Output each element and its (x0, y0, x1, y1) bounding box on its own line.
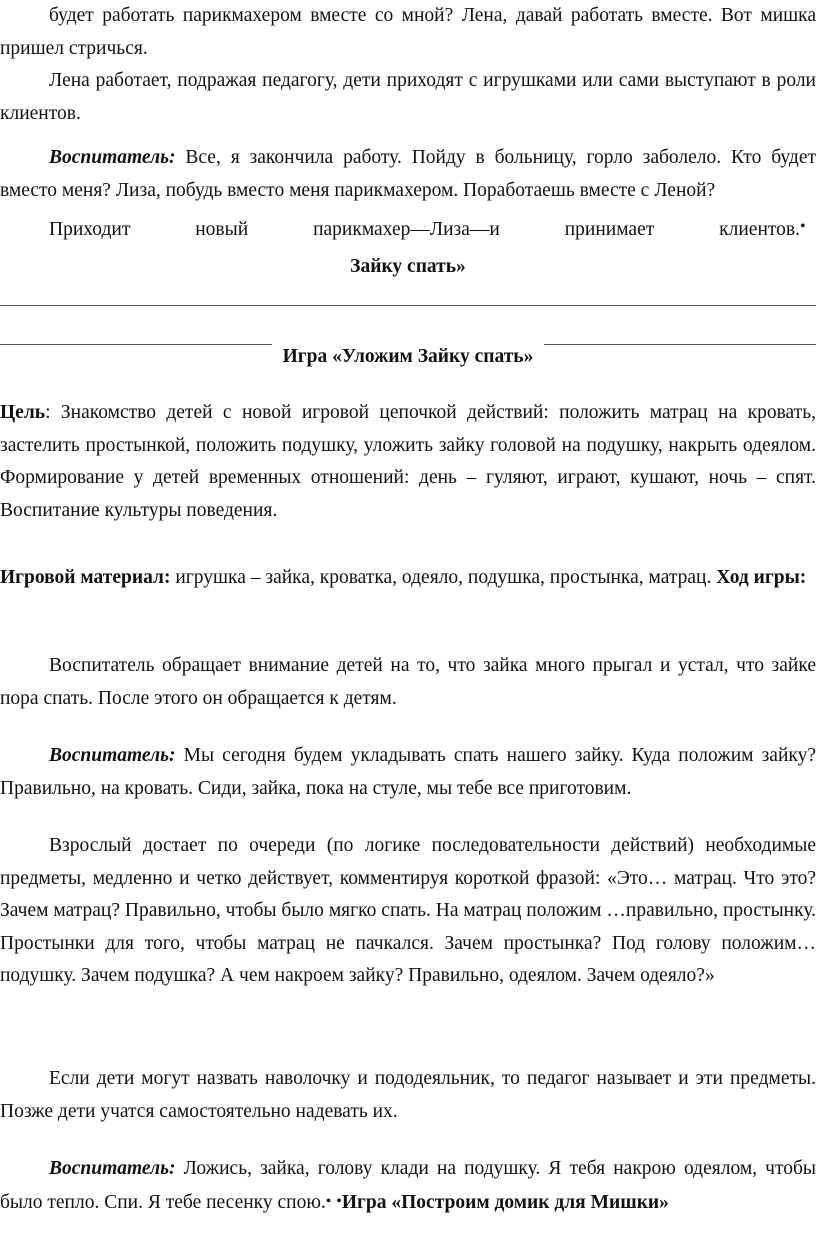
paragraph-children (0, 1063, 816, 1128)
paragraph-continuation (0, 0, 816, 65)
next-game-title: Игра «Построим домик для Мишки» (341, 1191, 669, 1213)
title-text: Зайку спать» (350, 256, 466, 277)
paragraph-text: Ложись, зайка, голову клади на подушку. Я тебя накрою одеялом, чтобы было тепло. Спи. Я тебе песенку спою. (0, 1158, 816, 1213)
paragraph-text: игрушка – зайка, кроватка, одеяло, подушка, простынка, матрац. (170, 567, 712, 588)
paragraph-text: Если дети могут назвать наволочку и пододеяльник, то педагог называет и эти предметы. Позже дети учатся самостоятельно надевать их. (0, 1068, 816, 1122)
paragraph-new-hairdresser (0, 214, 800, 247)
paragraph-text: Мы сегодня будем укладывать спать нашего зайку. Куда положим зайку? Правильно, на кровать. Сиди, зайка, пока на стуле, мы тебе все приготовим. (0, 745, 816, 799)
paragraph-text: Приходит новый парикмахер—Лиза—и принимает клиентов. (49, 219, 800, 240)
horizontal-rule (0, 305, 816, 306)
paragraph-educator-finished (0, 142, 816, 207)
paragraph-dialog-1 (0, 740, 816, 805)
paragraph-adult-actions (0, 830, 816, 993)
paragraph-text: : Знакомство детей с новой игровой цепочкой действий: положить матрац на кровать, застелить простынкой, положить подушку, уложить зайку головой на подушку, накрыть одеялом. Формирование у детей временных отношений: день – гуляют, играют, кушают, ночь – спят. Воспитание культуры поведения. (0, 402, 816, 521)
game-title (0, 341, 816, 374)
speaker-label: Воспитатель: (49, 745, 176, 766)
paragraph-intro (0, 650, 816, 715)
goal-label: Цель (0, 402, 46, 423)
paragraph-text: Взрослый достает по очереди (по логике последовательности действий) необходимые предметы, медленно и четко действует, комментируя короткой фразой: «Это… матрац. Что это? Зачем матрац? Правильно, чтобы было мягко спать. На матрац положим …правильно, простынку. Простынки для того, чтобы матрац не пачкался. Зачем простынка? Под голову положим… подушку. Зачем подушка? А чем накроем зайку? Правильно, одеялом. Зачем одеяло?» (0, 835, 816, 986)
speaker-label: Воспитатель: (49, 147, 176, 168)
paragraph-text: Воспитатель обращает внимание детей на то, что зайка много прыгал и устал, что зайке пора спать. После этого он обращается к детям. (0, 655, 816, 709)
bullet-icon: • (325, 1192, 332, 1210)
paragraph-text: будет работать парикмахером вместе со мной? Лена, давай работать вместе. Вот мишка пришел стричься. (0, 5, 816, 59)
paragraph-material (0, 562, 816, 595)
fragment-title (0, 251, 816, 284)
bullet-icon: • (336, 1192, 342, 1210)
course-label: Ход игры: (716, 567, 807, 588)
paragraph-text: Лена работает, подражая педагогу, дети приходят с игрушками или сами выступают в роли клиентов. (0, 70, 816, 124)
paragraph-goal (0, 397, 816, 527)
paragraph-lena-works (0, 65, 816, 130)
bullet-icon: • (800, 218, 806, 235)
material-label: Игровой материал: (0, 567, 171, 588)
paragraph-dialog-2 (0, 1153, 816, 1219)
speaker-label: Воспитатель: (49, 1158, 176, 1179)
paragraph-text: Все, я закончила работу. Пойду в больницу, горло заболело. Кто будет вместо меня? Лиза, побудь вместо меня парикмахером. Поработаешь вместе с Леной? (0, 147, 816, 201)
title-text: Игра «Уложим Зайку спать» (282, 346, 534, 367)
